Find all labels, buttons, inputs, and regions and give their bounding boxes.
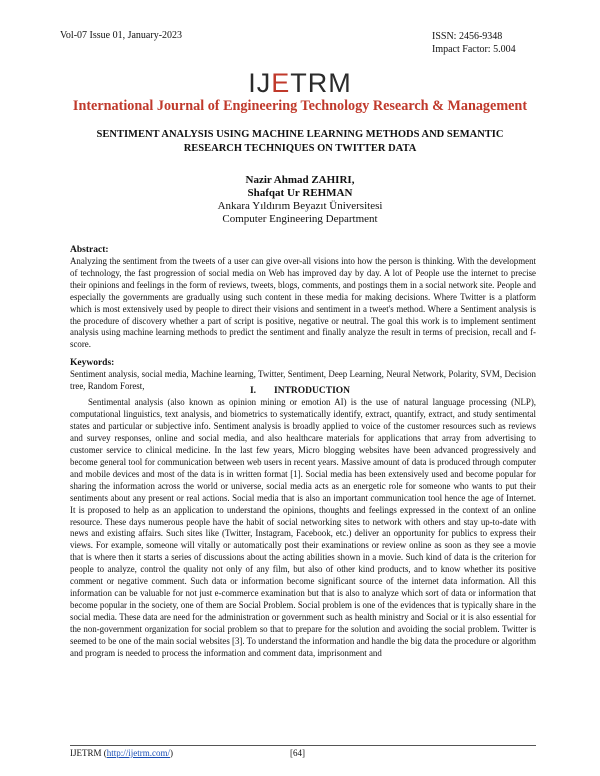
introduction-heading bbox=[0, 386, 600, 396]
paper-title-line1: SENTIMENT ANALYSIS USING MACHINE LEARNING METHODS AND SEMANTIC bbox=[96, 129, 504, 140]
author-2: Shafqat Ur REHMAN bbox=[247, 187, 353, 199]
keywords-text: Sentiment analysis, social media, Machine learning, Twitter, Sentiment, Deep Learning, Neural Network, Polarity, SVM, Decision tree, Random Forest, bbox=[70, 369, 536, 391]
logo-part-e: E bbox=[271, 68, 291, 98]
logo-part-ij: IJ bbox=[248, 68, 272, 98]
issn: ISSN: 2456-9348 bbox=[432, 31, 503, 42]
abstract-text: Analyzing the sentiment from the tweets of a user can give over-all visions into how the person is thinking. With the development of technology, the fast progression of social media on Web has improved day by day. A lot of People use the internet to precise their opinions and feelings in the form of reviews, tweets, blogs, comments, and postings them in a social network site. People and especially the governments are gradually using such content in these media for making decisions. Where Twitter is a platform which is most extensively used by people to direct their visions and sentiment in a tweet's method. Where a Sentiment analysis is the procedure of discovery whether a part of script is positive, negative or neutral. The goal this work is to implement sentiment analysis using machine learning methods to predict the sentiment and finally analyze the result in terms of precision, recall and f-score. bbox=[70, 256, 536, 350]
volume-issue: Vol-07 Issue 01, January-2023 bbox=[60, 30, 183, 41]
footer-journal bbox=[70, 748, 173, 758]
section-title: INTRODUCTION bbox=[274, 386, 351, 396]
impact-factor: Impact Factor: 5.004 bbox=[432, 44, 516, 55]
section-number: I. bbox=[249, 386, 257, 396]
page-number: [64] bbox=[290, 748, 305, 758]
footer-divider bbox=[70, 745, 536, 746]
author-1: Nazir Ahmad ZAHIRI, bbox=[245, 174, 355, 186]
logo-part-trm: TRM bbox=[290, 68, 352, 98]
paper-title-line2: RESEARCH TECHNIQUES ON TWITTER DATA bbox=[183, 143, 417, 154]
affiliation-university: Ankara Yıldırım Beyazıt Üniversitesi bbox=[217, 200, 383, 212]
affiliation-department: Computer Engineering Department bbox=[222, 213, 378, 225]
journal-logo bbox=[0, 68, 600, 99]
keywords-label: Keywords: bbox=[70, 358, 115, 368]
footer-prefix: IJETRM ( bbox=[70, 748, 107, 758]
journal-name: International Journal of Engineering Technology Research & Management bbox=[72, 98, 528, 114]
footer-suffix: ) bbox=[170, 748, 173, 758]
introduction-text: Sentimental analysis (also known as opinion mining or emotion AI) is the use of natural language processing (NLP), computational linguistics, text analysis, and biometrics to systematically identify, extract, quantify, extract, and study sentimental states and particular or subjective info. Sentiment analysis is broadly applied to voice of the customer resources such as reviews and survey responses, online and social media, and also healthcare materials for applications that array from advertising to customer service to clinical medicine. In the last few years, Micro blogging websites have been advanced progressively and become general tool for communication between web users in recent years. Massive amount of data is produced through computer and mobile devices and most of the data is in written format [1]. Social media has been extensively used and become popular for sharing the information across the world or universe, social media acts as an energetic role for someone who wants to put their sentiments about any present or real actions. Social media that is also an important communication tool hence the age of Internet. It is proposed to help as an application to understand the opinions, thoughts and feelings expressed in the context of an online resource. These days numerous people have the habit of social networking sites to network with others and stay up-to-date with news and existing affairs. Such sites like (Twitter, Instagram, Facebook, etc.) deliver an opportunity for publics to express their views. For example, someone will vitally or automatically post their examinations or review online as soon as they see a movie that is where then it starts a series of discussions about the acting abilities shown in a movie. Such kind of data is the criterion for people to analyze, control the quality not only of any film, but also of other kind products, and to know whether its positive comment or negative comment. Such data or information become significant source of the internet data information. All this information can be valuable for not just e-commerce examination but that is also to analyze which sort of data or information that become popular in the society, one of them are Social Problem. Social problem is one of the evidences that is typically share in the social media. These data are need for the administration or government such as health ministry and Social or it is also essential for the non-government organization for social problem so that to prepare for the solution and avoiding the social problem. Twitter is seemed to be one of the main social websites [3]. To understand the information and handle the big data the procedure or algorithm and program is needed to process the information and comment data, imprisonment and bbox=[70, 397, 536, 659]
issn-block bbox=[432, 30, 516, 56]
paper-title bbox=[70, 128, 530, 156]
journal-website-link[interactable]: http://ijetrm.com/ bbox=[106, 748, 170, 758]
abstract-label: Abstract: bbox=[70, 245, 109, 255]
author-block bbox=[0, 174, 600, 226]
